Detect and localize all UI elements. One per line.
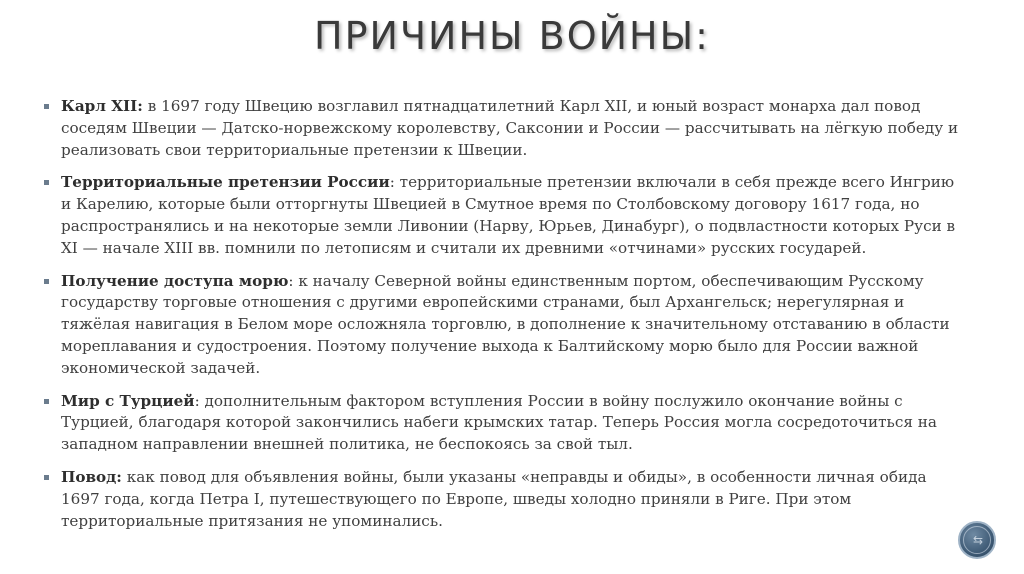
square-bullet-icon xyxy=(44,475,49,480)
item-text: в 1697 году Швецию возглавил пятнадцатилетний Карл XII, и юный возраст монарха дал повод соседям Швеции — Датско-норвежскому королевству, Саксонии и России — рассчитывать на лёгкую победу и реализовать свои территориальные претензии к Швеции. xyxy=(61,97,959,159)
square-bullet-icon xyxy=(44,399,49,404)
item-term: Территориальные претензии России xyxy=(61,173,390,192)
slide-title: ПРИЧИНЫ ВОЙНЫ: xyxy=(314,14,710,58)
list-item xyxy=(44,271,964,380)
square-bullet-icon xyxy=(44,180,49,185)
item-term: Карл XII: xyxy=(61,97,143,115)
list-item xyxy=(44,391,964,456)
list-item xyxy=(44,96,964,161)
square-bullet-icon xyxy=(44,279,49,284)
list-item xyxy=(44,467,964,532)
item-text: : к началу Северной войны единственным портом, обеспечивающим Русскому государству торговые отношения с другими европейскими странами, был Архангельск; нерегулярная и тяжёлая навигация в Белом море осложняла торговлю, в дополнение к значительному отставанию в области мореплавания и судостроения. Поэтому получение выхода к Балтийскому морю было для России важной экономической задачей. xyxy=(61,271,950,377)
bullet-list xyxy=(44,96,964,543)
item-text: : территориальные претензии включали в себя прежде всего Ингрию и Карелию, которые были отторгнуты Швецией в Смутное время по Столбовскому договору 1617 года, но распространялись и на некоторые земли Ливонии (Нарву, Юрьев, Динабург), о подвластности которых Руси в XI — начале XIII вв. помнили по летописям и считали их древними «отчинами» русских государей. xyxy=(61,173,956,257)
square-bullet-icon xyxy=(44,104,49,109)
nav-arrows-icon: ⇆ xyxy=(972,533,984,547)
item-text: как повод для объявления войны, были указаны «неправды и обиды», в особенности личная обида 1697 года, когда Петра I, путешествующего по Европе, шведы холодно приняли в Риге. При этом территориальные притязания не упоминались. xyxy=(61,467,927,530)
item-term: Получение доступа морю xyxy=(61,271,289,290)
item-text: : дополнительным фактором вступления России в войну послужило окончание войны с Турцией, благодаря которой закончились набеги крымских татар. Теперь Россия могла сосредоточиться на западном направлении внешней политика, не беспокоясь за свой тыл. xyxy=(61,391,937,454)
list-item xyxy=(44,172,964,259)
item-term: Повод: xyxy=(61,467,122,486)
item-term: Мир с Турцией xyxy=(61,391,195,410)
